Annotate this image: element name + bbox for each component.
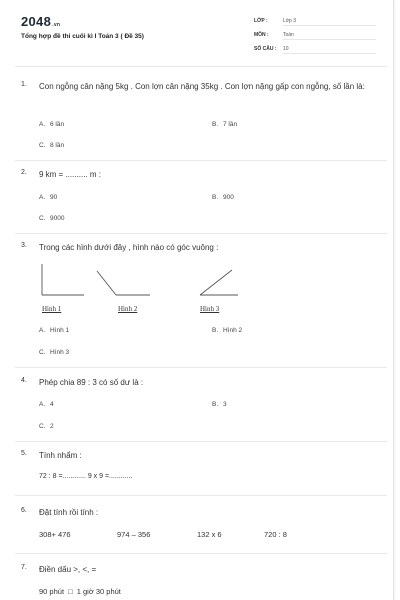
calc-item-4[interactable]: 720 : 8 xyxy=(264,530,287,539)
option-b[interactable]: B. 3 xyxy=(212,401,227,408)
question-text: Tính nhẩm : xyxy=(39,451,82,460)
logo-suffix: .vn xyxy=(52,22,61,28)
question-number: 2. xyxy=(21,169,27,176)
meta-grade xyxy=(254,18,376,26)
question-number: 1. xyxy=(21,81,27,88)
figure-2-label: Hình 2 xyxy=(118,305,138,313)
question-number: 3. xyxy=(21,242,27,249)
compare-line xyxy=(39,587,121,596)
option-c[interactable]: C. 2 xyxy=(39,423,54,430)
question-number: 4. xyxy=(21,377,27,384)
question-text: 9 km = .......... m : xyxy=(39,170,102,179)
meta-label: MÔN : xyxy=(254,32,269,38)
question-text: Đặt tính rồi tính : xyxy=(39,508,99,517)
divider xyxy=(15,66,387,67)
question-text: Điền dấu >, <, = xyxy=(39,565,97,574)
option-a[interactable]: A. 6 lần xyxy=(39,121,65,128)
figure-2-angle xyxy=(97,271,150,295)
mental-math-line[interactable]: 72 : 8 =............ 9 x 9 =............ xyxy=(39,473,133,480)
divider xyxy=(15,441,387,442)
meta-value: Lớp 3 xyxy=(283,18,376,26)
question-number: 5. xyxy=(21,450,27,457)
meta-subject xyxy=(254,32,376,40)
option-c[interactable]: C. 8 lần xyxy=(39,142,65,149)
figure-3-angle xyxy=(200,270,238,295)
question-number: 7. xyxy=(21,564,27,571)
logo-main: 2048 xyxy=(21,14,52,29)
calc-item-2[interactable]: 974 – 356 xyxy=(117,530,151,539)
option-a[interactable]: A. 4 xyxy=(39,401,54,408)
option-b[interactable]: B. 7 lần xyxy=(212,121,238,128)
option-a[interactable]: A. Hình 1 xyxy=(39,327,70,334)
calc-item-1[interactable]: 308+ 476 xyxy=(39,530,71,539)
compare-left: 90 phút xyxy=(39,587,65,596)
figure-3-label: Hình 3 xyxy=(200,305,220,313)
meta-question-count xyxy=(254,46,376,54)
option-c[interactable]: C. 9000 xyxy=(39,215,65,222)
figure-1-right-angle xyxy=(42,264,84,295)
divider xyxy=(15,367,387,368)
compare-right: 1 giờ 30 phút xyxy=(76,587,121,596)
question-text: Con ngỗng cân nặng 5kg . Con lợn cân nặng 35kg . Con lợn nặng gấp con ngỗng, số lần là: xyxy=(39,82,365,91)
option-c[interactable]: C. Hình 3 xyxy=(39,349,70,356)
divider xyxy=(15,233,387,234)
option-a[interactable]: A. 90 xyxy=(39,194,58,201)
divider xyxy=(15,553,387,554)
question-text: Trong các hình dưới đây , hình nào có góc vuông : xyxy=(39,243,219,252)
angle-figures xyxy=(0,258,400,300)
meta-label: SỐ CÂU : xyxy=(254,46,277,52)
divider xyxy=(15,160,387,161)
divider xyxy=(15,495,387,496)
question-text: Phép chia 89 : 3 có số dư là : xyxy=(39,378,144,387)
calc-item-3[interactable]: 132 x 6 xyxy=(197,530,222,539)
meta-value: Toán xyxy=(283,32,376,40)
meta-value: 10 xyxy=(283,46,376,54)
figure-1-label: Hình 1 xyxy=(42,305,62,313)
document-title: Tổng hợp đề thi cuối kì I Toán 3 ( Đề 35) xyxy=(21,33,144,40)
site-logo[interactable] xyxy=(21,14,60,29)
option-b[interactable]: B. Hình 2 xyxy=(212,327,243,334)
meta-label: LỚP : xyxy=(254,18,268,24)
compare-box[interactable]: □ xyxy=(68,587,73,596)
question-number: 6. xyxy=(21,507,27,514)
option-b[interactable]: B. 900 xyxy=(212,194,234,201)
